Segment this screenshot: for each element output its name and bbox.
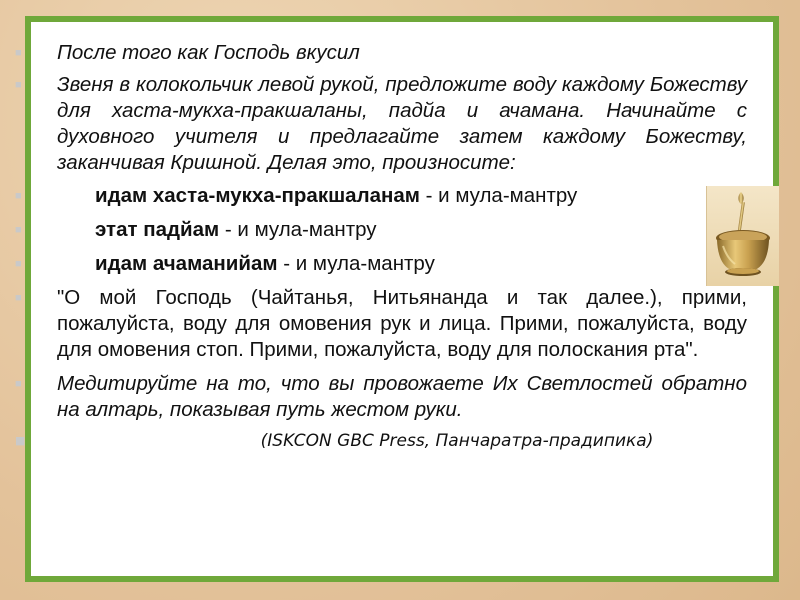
bullet-icon: ■: [15, 47, 22, 59]
bullet-icon: ■: [15, 292, 22, 304]
intro-text: После того как Господь вкусил: [57, 41, 360, 64]
brass-cup-spoon-image: [706, 186, 779, 286]
bullet-icon: ■: [15, 378, 22, 390]
mantra-line: [15, 217, 747, 243]
meditation-text: Медитируйте на то, что вы провожаете Их Светлостей обратно на алтарь, показывая путь жестом руки.: [57, 372, 747, 421]
source-text: (ISKCON GBC Press, Панчаратра-прадипика): [260, 431, 654, 451]
mantra-rest-text: - и мула-мантру: [219, 218, 377, 241]
mantra-line: [15, 251, 747, 277]
mantra-rest-text: - и мула-мантру: [277, 252, 435, 275]
meditation-paragraph: [15, 371, 747, 423]
bullet-icon: ■: [15, 224, 22, 236]
mantra-rest-text: - и мула-мантру: [419, 184, 578, 207]
instruction-text: Звеня в колокольчик левой рукой, предложите воду каждому Божеству для хаста-мукха-пракшаланы, падйа и ачамана. Начинайте с духовного учителя и предлагайте затем каждому Божеству, заканчивая Кришной. Делая это, произносите:: [57, 73, 747, 174]
bullet-icon: ■: [15, 258, 22, 270]
mantra-bold-text: идам хаста-мукха-пракшаланам: [95, 184, 420, 207]
mantra-bold-text: идам ачаманийам: [95, 252, 278, 275]
mantra-line: [15, 183, 747, 209]
intro-paragraph: [15, 40, 747, 66]
bullet-icon: ■: [15, 79, 22, 91]
prayer-text: "О мой Господь (Чайтанья, Нитьянанда и так далее.), прими, пожалуйста, воду для омовения рук и лица. Прими, пожалуйста, воду для омовения стоп. Прими, пожалуйста, воду для полоскания рта".: [57, 286, 747, 361]
bullet-icon: ■: [15, 190, 22, 202]
instruction-paragraph: [15, 72, 747, 176]
slide-text-body: [15, 40, 747, 453]
bullet-icon: ■: [15, 434, 26, 447]
acamana-cup-icon: [707, 186, 779, 286]
prayer-paragraph: [15, 285, 747, 363]
source-citation: [15, 429, 747, 453]
mantra-bold-text: этат падйам: [95, 218, 220, 241]
